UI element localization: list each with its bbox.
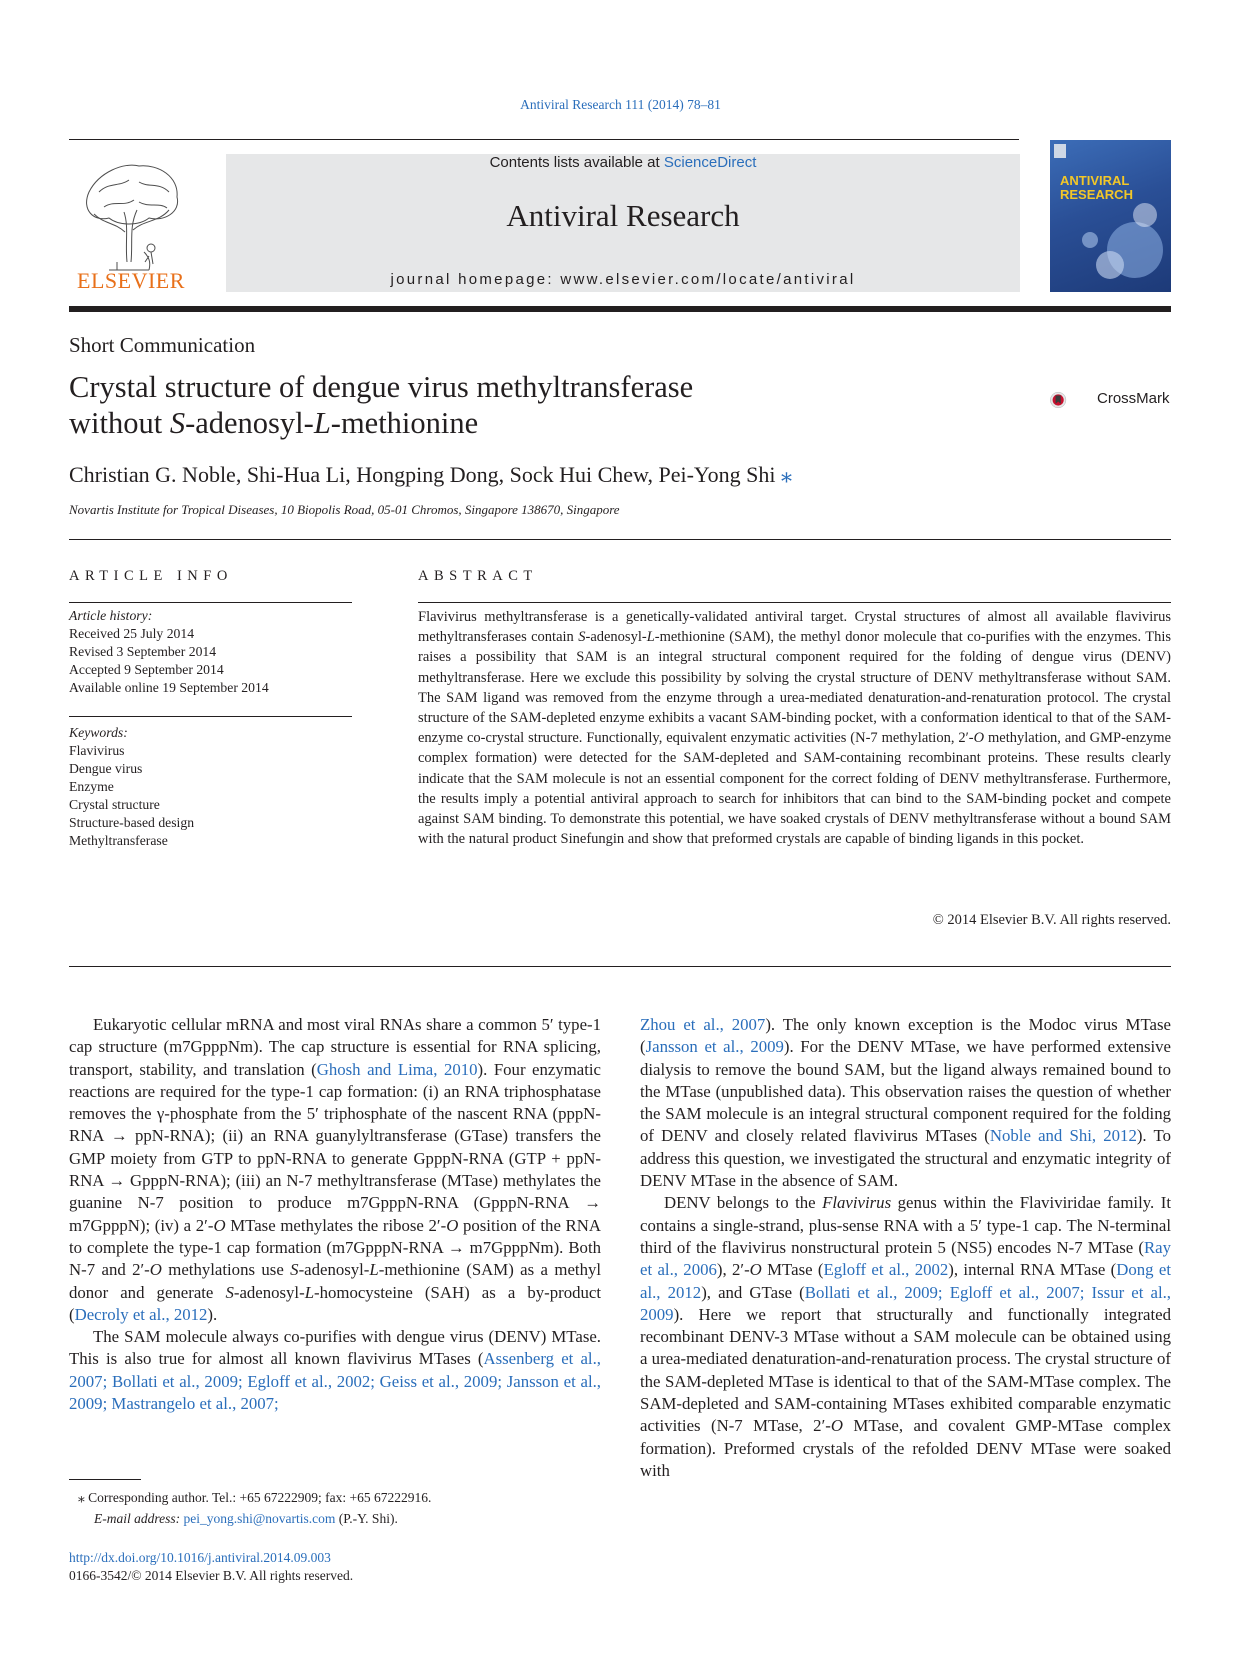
italic: O [213, 1215, 226, 1235]
italic: Flavivirus [822, 1193, 892, 1213]
keywords-label: Keywords: [69, 725, 128, 740]
header-top-rule [69, 139, 1019, 140]
text: DENV belongs to the [664, 1193, 823, 1213]
text: ). For the DENV MTase, we have performed extensive dialysis to remove the bound SAM, but the ligand always remained bound to the MTase (unpublished data). This observation raises the question of whether the SAM molecule is an integral structural component required for the folding of DENV and closely related flavivirus MTases ( [640, 1037, 1171, 1146]
text: ). To address this question, we investigated the structural and enzymatic integrity of DENV MTase in the absence of SAM. [640, 1126, 1171, 1191]
reference-link[interactable]: Dong et al., 2012 [640, 1260, 1171, 1302]
abstract-span: -methionine (SAM), the methyl donor molecule that co-purifies with the enzymes. This raises a possibility that SAM is an integral structural component required for the folding of dengue virus (DENV) methyltransferase. Here we exclude this possibility by solving the crystal structure of DENV methyltransferase without SAM. The SAM ligand was removed from the enzyme through a urea-mediated denaturation-and-renaturation protocol. The crystal structure of the SAM-depleted enzyme exhibits a vacant SAM-binding pocket, with a conformation identical to that of the SAM-enzyme co-crystal structure. Functionally, equivalent enzymatic activities (N-7 methylation, 2′- [418, 629, 1171, 747]
history-label: Article history: [69, 608, 153, 623]
paragraph [640, 1014, 1171, 1192]
reference-link[interactable]: Jansson et al., 2009 [645, 1037, 784, 1057]
paragraph [69, 1014, 601, 1326]
email-label: E-mail address: [94, 1511, 184, 1526]
footnote-text: Corresponding author. Tel.: +65 67222909; fax: +65 67222916. [84, 1490, 432, 1505]
contents-line [226, 154, 1020, 171]
title-line-2 [69, 405, 693, 441]
keyword: Methyltransferase [69, 833, 168, 848]
text: Eukaryotic cellular mRNA and most viral RNAs share a common 5′ type-1 cap structure (m7GpppNm). The cap structure is essential for RNA splicing, transport, stability, and translation ( [69, 1015, 601, 1079]
corresponding-author-footnote [78, 1489, 431, 1507]
abstract-italic: O [973, 730, 985, 747]
reference-link[interactable]: Ghosh and Lima, 2010 [316, 1059, 478, 1079]
text: -adenosyl- [233, 1282, 305, 1302]
reference-link[interactable]: Ray et al., 2006 [640, 1237, 1171, 1280]
history-item: Accepted 9 September 2014 [69, 662, 224, 677]
divider [69, 602, 352, 603]
journal-citation[interactable]: Antiviral Research 111 (2014) 78–81 [520, 97, 721, 112]
body-column-right [640, 1014, 1171, 1482]
elsevier-wordmark: ELSEVIER [77, 268, 185, 293]
email-suffix: (P.-Y. Shi). [335, 1511, 398, 1526]
text: The SAM molecule always co-purifies with dengue virus (DENV) MTase. This is also true for almost all known flavivirus MTases ( [69, 1327, 601, 1369]
contents-prefix: Contents lists available at [489, 154, 664, 171]
reference-link[interactable]: Decroly et al., 2012 [74, 1304, 208, 1324]
title-italic: S [169, 406, 186, 440]
text: -methionine (SAM) as a methyl donor and generate [69, 1260, 602, 1302]
footnote-rule [69, 1479, 141, 1480]
abstract-copyright: © 2014 Elsevier B.V. All rights reserved. [932, 912, 1171, 928]
divider [418, 602, 1171, 603]
title-text: -methionine [330, 406, 479, 440]
italic: S [225, 1282, 234, 1302]
text: ). [207, 1304, 218, 1324]
text: ), 2′- [716, 1260, 750, 1280]
text: MTase ( [761, 1260, 824, 1280]
keyword: Structure-based design [69, 815, 195, 830]
text: ). Here we report that structurally and functionally integrated recombinant DENV-3 MTase without a SAM molecule can be obtained using a urea-mediated denaturation-and-renaturation process. The crystal structure of the SAM-depleted MTase is identical to that of the SAM-MTase complex. The SAM-depleted and SAM-containing MTases exhibited comparable enzymatic activities (N-7 MTase, 2′- [640, 1304, 1171, 1436]
keyword: Crystal structure [69, 797, 160, 812]
crossmark-icon[interactable] [1050, 377, 1096, 423]
italic: O [149, 1260, 162, 1280]
text: ). The only known exception is the Modoc virus MTase ( [640, 1015, 1171, 1057]
keyword: Dengue virus [69, 761, 143, 776]
history-item: Received 25 July 2014 [69, 626, 195, 641]
text: MTase, and covalent GMP-MTase complex formation). Preformed crystals of the refolded DENV MTase were soaked with [640, 1416, 1172, 1480]
paragraph [69, 1326, 601, 1415]
title-text: -adenosyl- [185, 406, 314, 440]
cover-art [1050, 140, 1171, 292]
keyword: Flavivirus [69, 743, 125, 758]
text: genus within the Flaviviridae family. It contains a single-strand, plus-sense RNA with a 5′ type-1 cap. The N-terminal third of the flavivirus nonstructural protein 5 (NS5) encodes N-7 MTase ( [640, 1193, 1171, 1257]
italic: O [830, 1416, 843, 1436]
text: methylations use [161, 1260, 291, 1280]
doi-link[interactable]: http://dx.doi.org/10.1016/j.antiviral.2014.09.003 [69, 1550, 331, 1565]
article-history [69, 607, 269, 697]
title-line-1: Crystal structure of dengue virus methyltransferase [69, 370, 694, 404]
abstract-text [418, 607, 1171, 849]
italic: O [749, 1260, 762, 1280]
text: ). Four enzymatic reactions are required for the type-1 cap formation: (i) an RNA triphosphatase removes the γ-phosphate from the 5′ triphosphate of the nascent RNA (pppN-RNA → ppN-RNA); (ii) an RNA guanylyltransferase (GTase) transfers the GMP moiety from GTP to ppN-RNA to generate GpppN-RNA (GTP + ppN-RNA → GpppN-RNA); (iii) an N-7 methyltransferase (MTase) methylates the guanine N-7 position to produce m7GpppN-RNA (GpppN-RNA → m7GpppN); (iv) a 2′- [69, 1059, 601, 1235]
email-footnote [94, 1510, 398, 1528]
header-thick-rule [69, 306, 1171, 312]
journal-cover-image [1050, 140, 1171, 292]
title-text: without [69, 406, 170, 440]
italic: L [369, 1260, 379, 1280]
history-item: Revised 3 September 2014 [69, 644, 217, 659]
reference-link[interactable]: Egloff et al., 2002 [823, 1260, 949, 1280]
abstract-span: Flavivirus methyltransferase is a genetically-validated antiviral target. Crystal structures of almost all available flavivirus methyltransferases contain [418, 609, 1171, 646]
keyword: Enzyme [69, 779, 114, 794]
paragraph [640, 1192, 1171, 1482]
abstract-span: -adenosyl- [585, 629, 647, 646]
author-list [69, 462, 792, 488]
authors-text: Christian G. Noble, Shi-Hua Li, Hongping Dong, Sock Hui Chew, Pei-Yong Shi [69, 462, 776, 487]
corresponding-author-mark[interactable]: ⁎ [780, 462, 792, 487]
article-type: Short Communication [69, 333, 256, 357]
email-link[interactable]: pei_yong.shi@novartis.com [183, 1511, 336, 1526]
footnote-mark: ⁎ [78, 1490, 85, 1505]
reference-link[interactable]: Bollati et al., 2009; Egloff et al., 2007; Issur et al., 2009 [640, 1282, 1172, 1324]
italic: O [446, 1215, 459, 1235]
italic: L [304, 1282, 315, 1302]
sciencedirect-link[interactable]: ScienceDirect [663, 154, 757, 171]
abstract-italic: L [646, 629, 655, 646]
keywords [69, 724, 194, 850]
divider [69, 539, 1171, 540]
crossmark-label[interactable]: CrossMark [1097, 390, 1170, 407]
issn-line: 0166-3542/© 2014 Elsevier B.V. All rights reserved. [69, 1568, 354, 1583]
body-column-left [69, 1014, 601, 1415]
abstract-italic: S [578, 629, 586, 646]
divider [69, 716, 352, 717]
abstract-heading: ABSTRACT [418, 568, 538, 584]
text: MTase methylates the ribose 2′- [225, 1215, 447, 1235]
text: ), internal RNA MTase ( [948, 1260, 1117, 1280]
article-title [69, 369, 693, 441]
affiliation: Novartis Institute for Tropical Diseases, 10 Biopolis Road, 05-01 Chromos, Singapore 138670, Singapore [69, 502, 620, 517]
reference-link[interactable]: Zhou et al., 2007 [640, 1015, 766, 1034]
text: ), and GTase ( [701, 1282, 805, 1302]
title-italic: L [313, 406, 331, 440]
history-item: Available online 19 September 2014 [69, 680, 269, 695]
divider [69, 966, 1171, 967]
text: -homocysteine (SAH) as a by-product ( [69, 1282, 601, 1324]
abstract-span: methylation, and GMP-enzyme complex formation) were detected for the SAM-depleted and SAM-containing recombinant proteins. These results clearly indicate that the SAM molecule is not an essential component for the correct folding of DENV methyltransferase. Furthermore, the results imply a potential antiviral approach to search for inhibitors that can bind to the SAM-binding pocket and compete against SAM binding. To demonstrate this potential, we have soaked crystals of DENV methyltransferase without a bound SAM with the natural product Sinefungin and show that preformed crystals are capable of binding ligands in this pocket. [418, 730, 1172, 848]
italic: S [290, 1260, 299, 1280]
reference-link[interactable]: Noble and Shi, 2012 [989, 1126, 1137, 1146]
journal-name: Antiviral Research [506, 198, 740, 233]
journal-homepage[interactable]: journal homepage: www.elsevier.com/locate/antiviral [390, 271, 856, 288]
journal-header-box [226, 154, 1020, 292]
text: position of the RNA to complete the type-1 cap formation (m7GpppN-RNA → m7GpppNm). Both N-7 and 2′- [69, 1215, 601, 1280]
text: -adenosyl- [298, 1260, 370, 1280]
article-info-heading: ARTICLE INFO [69, 568, 233, 584]
reference-link[interactable]: Assenberg et al., 2007; Bollati et al., 2009; Egloff et al., 2002; Geiss et al., 2009; Jansson et al., 2009; Mastrangelo et al., 2007; [69, 1349, 601, 1414]
cover-title: ANTIVIRAL RESEARCH [1060, 173, 1133, 202]
